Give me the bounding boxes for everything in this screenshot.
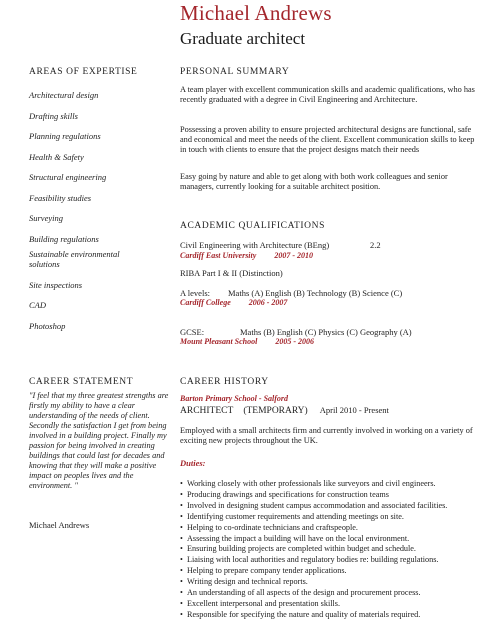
duty-item: • Helping to prepare company tender applications. xyxy=(180,566,347,576)
institution-name: Cardiff College xyxy=(180,298,231,307)
duty-item: • Responsible for specifying the nature and quality of materials required. xyxy=(180,609,421,619)
signoff-name: Michael Andrews xyxy=(29,520,90,530)
qualification-line xyxy=(180,327,412,337)
duty-item: • An understanding of all aspects of the design and procurement process. xyxy=(180,588,421,598)
qualification-institution xyxy=(180,298,287,307)
summary-paragraph: A team player with excellent communication skills and academic qualifications, who has recently graduated with a degree in Civil Engineering and Architecture. xyxy=(180,85,475,104)
duty-item: • Identifying customer requirements and attending meetings on site. xyxy=(180,511,404,521)
qualification-line: RIBA Part I & II (Distinction) xyxy=(180,268,283,278)
expertise-item: Feasibility studies xyxy=(29,192,92,203)
duty-item: • Excellent interpersonal and presentation skills. xyxy=(180,598,341,608)
duty-item: • Ensuring building projects are completed within budget and schedule. xyxy=(180,544,416,554)
summary-paragraph: Possessing a proven ability to ensure projected architectural designs are functional, safe and economical and meet the needs of the client. Excellent communication skills to keep in touch with clients to ensure that the project designs match their needs xyxy=(180,125,475,154)
institution-name: Mount Pleasant School xyxy=(180,337,258,346)
institution-years: 2005 - 2006 xyxy=(275,337,315,346)
expertise-item: Sustainable environmental solutions xyxy=(29,249,120,269)
job-title-line xyxy=(180,405,389,416)
summary-heading: PERSONAL SUMMARY xyxy=(180,67,290,77)
expertise-item: Planning regulations xyxy=(29,131,101,141)
qualification-level: GCSE: xyxy=(180,327,205,337)
expertise-item: Health & Safety xyxy=(29,151,84,162)
qualification-institution xyxy=(180,337,314,346)
job-description: Employed with a small architects firm and currently involved in working on a variety of exciting new projects throughout the UK. xyxy=(180,426,473,445)
expertise-item: CAD xyxy=(29,300,46,310)
expertise-item: Structural engineering xyxy=(29,172,107,182)
expertise-heading: AREAS OF EXPERTISE xyxy=(29,67,138,77)
expertise-item: Architectural design xyxy=(29,90,99,100)
job-type: (TEMPORARY) xyxy=(243,406,308,416)
qualification-subjects: Maths (A) English (B) Technology (B) Science (C) xyxy=(228,288,403,298)
qualification-grade: 2.2 xyxy=(370,240,381,250)
institution-name: Cardiff East University xyxy=(180,251,257,260)
qualification-institution xyxy=(180,251,313,260)
job-title: ARCHITECT xyxy=(180,406,234,416)
expertise-item: Drafting skills xyxy=(29,110,78,121)
candidate-role: Graduate architect xyxy=(180,29,306,48)
expertise-item: Site inspections xyxy=(29,279,83,290)
candidate-name: Michael Andrews xyxy=(180,1,332,25)
expertise-item: Photoshop xyxy=(29,320,66,331)
duty-item: • Helping to co-ordinate technicians and craftspeople. xyxy=(180,522,358,532)
qualification-line xyxy=(180,240,381,250)
duty-item: • Liaising with local authorities and regulatory bodies re: building regulations. xyxy=(180,555,439,565)
expertise-item: Building regulations xyxy=(29,233,99,244)
qualification-line xyxy=(180,288,402,298)
duty-item: • Involved in designing student campus accommodation and associated facilities. xyxy=(180,500,448,510)
career-statement-text: "I feel that my three greatest strengths are firstly my ability to have a clear understanding of the needs of client. Secondly the satisfaction I get from being involved in a building project. Finally my passion for being involved in creating buildings that could last for decades and knowing that they will make a positive impact on peoples lives and the environment. " xyxy=(29,391,169,490)
career-history-heading: CAREER HISTORY xyxy=(180,377,269,387)
duty-item: • Producing drawings and specifications for construction teams xyxy=(180,489,389,499)
job-employer: Barton Primary School - Salford xyxy=(180,394,289,403)
duty-item: • Working closely with other professionals like surveyors and civil engineers. xyxy=(180,479,436,488)
institution-years: 2007 - 2010 xyxy=(274,251,313,260)
qualification-degree: Civil Engineering with Architecture (BEng) xyxy=(180,240,330,250)
career-statement-heading: CAREER STATEMENT xyxy=(29,377,134,387)
qualifications-heading: ACADEMIC QUALIFICATIONS xyxy=(180,221,325,231)
expertise-list xyxy=(29,90,169,331)
summary-paragraph: Easy going by nature and able to get along with both work colleagues and senior managers, currently looking for a suitable architect position. xyxy=(180,172,448,191)
qualification-subjects: Maths (B) English (C) Physics (C) Geography (A) xyxy=(240,327,412,337)
job-dates: April 2010 - Present xyxy=(319,405,389,415)
duties-heading: Duties: xyxy=(180,458,206,468)
duty-item: • Writing design and technical reports. xyxy=(180,577,308,587)
duties-list xyxy=(180,479,480,621)
duty-item: • Assessing the impact a building will have on the local environment. xyxy=(180,533,410,543)
institution-years: 2006 - 2007 xyxy=(248,298,288,307)
expertise-item: Surveying xyxy=(29,213,63,223)
qualification-level: A levels: xyxy=(180,288,210,298)
